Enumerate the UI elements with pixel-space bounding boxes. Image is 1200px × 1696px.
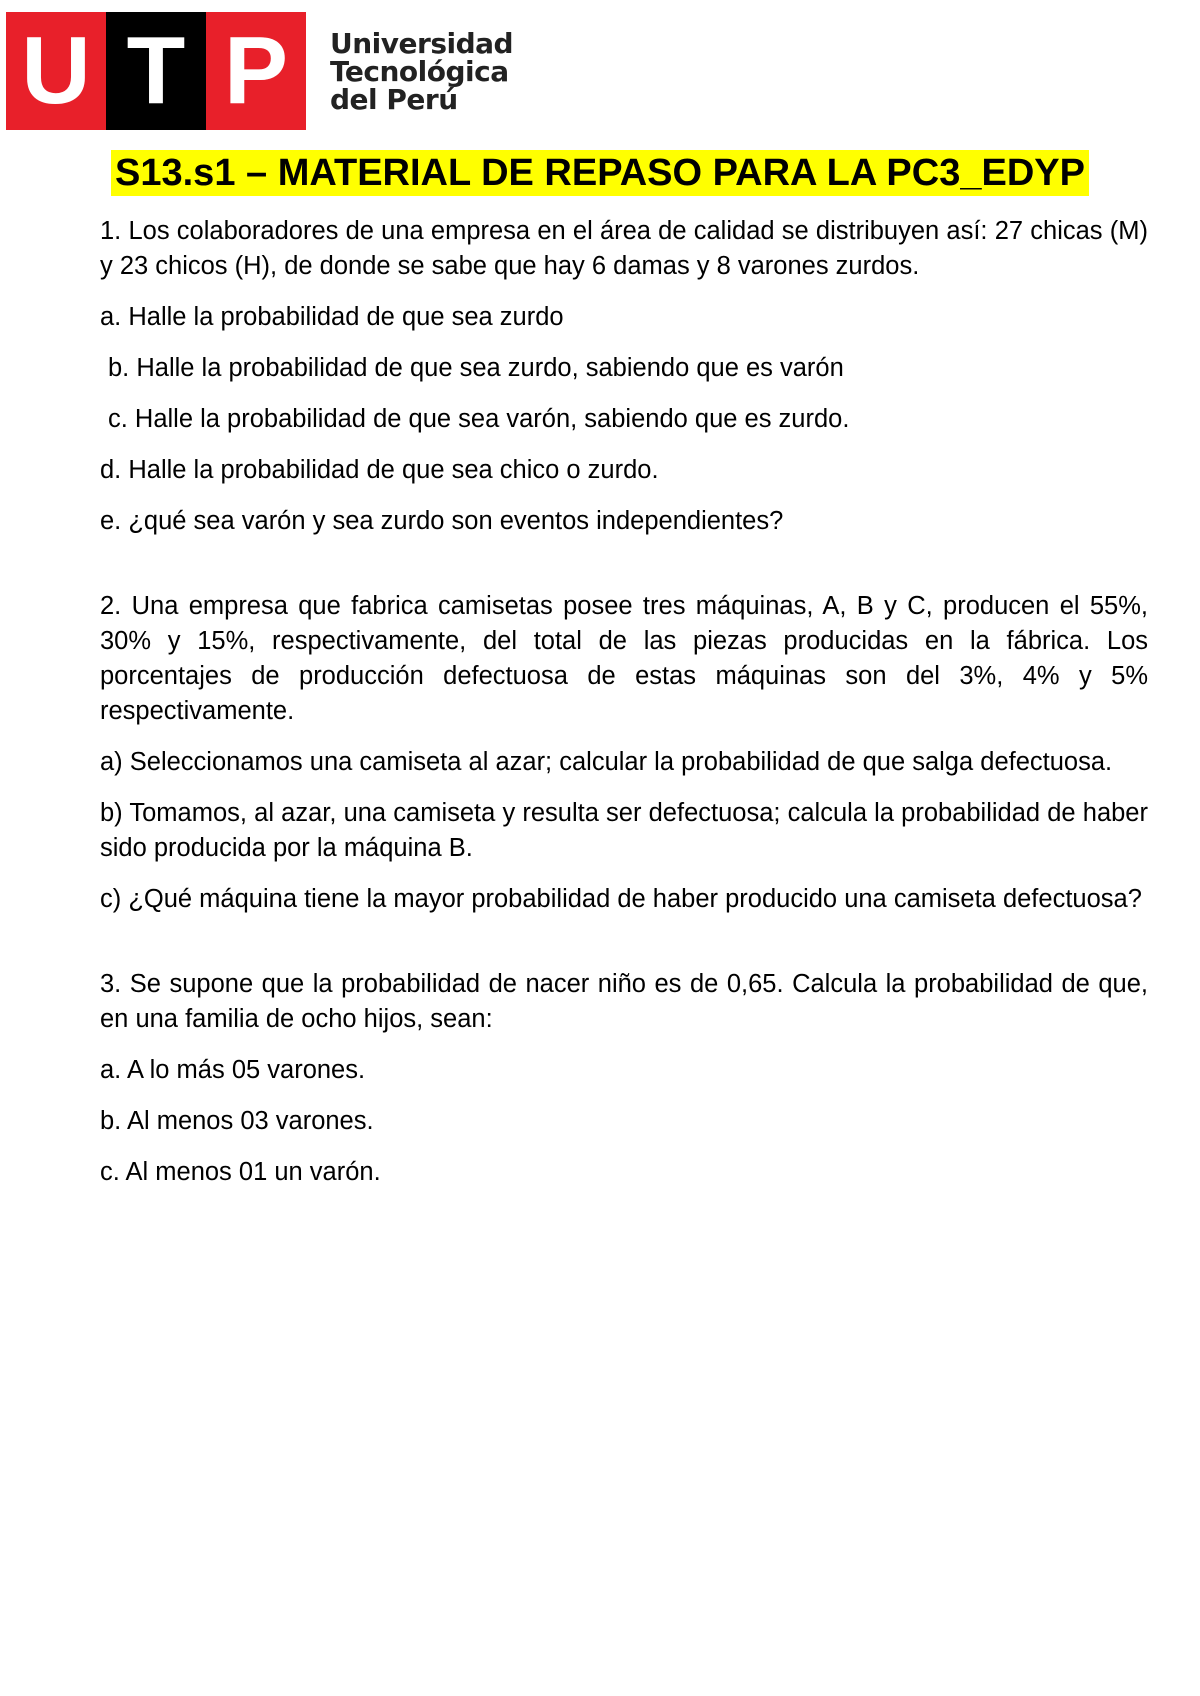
question-3-item-b: b. Al menos 03 varones.: [100, 1107, 374, 1135]
question-1-item-e: e. ¿qué sea varón y sea zurdo son eventos independientes?: [100, 507, 784, 535]
question-3-stem: 3. Se supone que la probabilidad de nacer niño es de 0,65. Calcula la probabilidad de que, en una familia de ocho hijos, sean:: [100, 970, 1148, 1033]
university-name: [330, 27, 514, 116]
question-2-item-b: b) Tomamos, al azar, una camiseta y resulta ser defectuosa; calcula la probabilidad de haber sido producida por la máquina B.: [100, 799, 1148, 862]
question-1-stem: 1. Los colaboradores de una empresa en el área de calidad se distribuyen así: 27 chicas (M) y 23 chicos (H), de donde se sabe que hay 6 damas y 8 varones zurdos.: [100, 217, 1148, 280]
question-1-item-d: d. Halle la probabilidad de que sea chico o zurdo.: [100, 456, 659, 484]
question-3-item-c: c. Al menos 01 un varón.: [100, 1158, 381, 1186]
logo-letter-t: T: [106, 12, 206, 130]
utp-logo: [6, 12, 306, 130]
question-1-item-b: b. Halle la probabilidad de que sea zurdo, sabiendo que es varón: [108, 354, 844, 382]
logo-letter-p: P: [206, 12, 306, 130]
logo-letter-u: U: [6, 12, 106, 130]
question-2-item-a: a) Seleccionamos una camiseta al azar; calcular la probabilidad de que salga defectuosa.: [100, 748, 1113, 776]
university-name-line3: del Perú: [330, 83, 458, 116]
document-title: S13.s1 – MATERIAL DE REPASO PARA LA PC3_EDYP: [111, 150, 1089, 196]
university-name-line2: Tecnológica: [330, 55, 509, 88]
question-1-item-c: c. Halle la probabilidad de que sea varón, sabiendo que es zurdo.: [108, 405, 850, 433]
document-body: [100, 214, 1148, 1206]
question-2-item-c: c) ¿Qué máquina tiene la mayor probabilidad de haber producido una camiseta defectuosa?: [100, 885, 1142, 913]
university-name-line1: Universidad: [330, 27, 514, 60]
question-2-stem: 2. Una empresa que fabrica camisetas posee tres máquinas, A, B y C, producen el 55%, 30% y 15%, respectivamente, del total de las piezas producidas en la fábrica. Los porcentajes de producción defectuosa de estas máquinas son del 3%, 4% y 5% respectivamente.: [100, 592, 1148, 725]
title-container: [0, 150, 1200, 196]
question-1-item-a: a. Halle la probabilidad de que sea zurdo: [100, 303, 564, 331]
question-3-item-a: a. A lo más 05 varones.: [100, 1056, 366, 1084]
